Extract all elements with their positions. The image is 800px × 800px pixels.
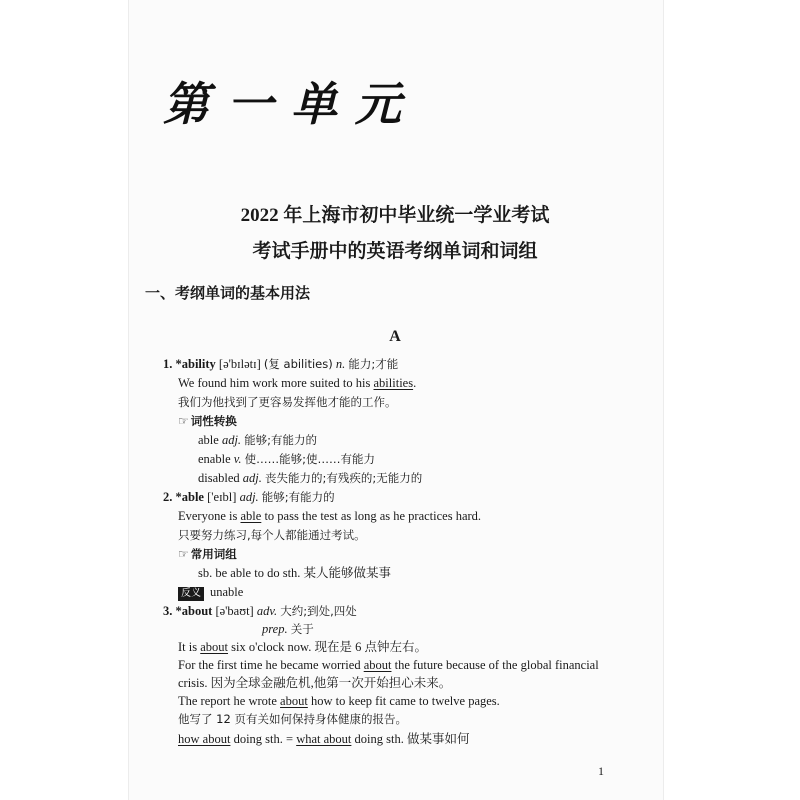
entry-number: 2. <box>163 490 173 504</box>
headword: *ability <box>175 357 216 371</box>
exam-title-line-2: 考试手册中的英语考纲单词和词组 <box>252 241 538 262</box>
part-of-speech: n. <box>335 357 346 371</box>
derivation-row: enable v. 使……能够;使……有能力 <box>198 452 375 466</box>
part-of-speech: adv. <box>256 604 278 618</box>
exam-title-line-1: 2022 年上海市初中毕业统一学业考试 <box>240 205 550 226</box>
antonym-badge: 反义 <box>178 587 204 601</box>
key-word: about <box>280 694 308 708</box>
example-translation: 他写了 12 页有关如何保持身体健康的报告。 <box>178 712 407 726</box>
entry-2-header <box>163 489 335 505</box>
meaning: 能力;才能 <box>348 357 399 371</box>
example-translation: 我们为他找到了更容易发挥他才能的工作。 <box>178 395 397 409</box>
key-word: about <box>200 640 229 654</box>
example-sentence: The report he wrote about how to keep fit came to twelve pages. <box>178 694 500 708</box>
key-word: able <box>240 509 262 523</box>
example-translation: 只要努力练习,每个人都能通过考试。 <box>178 528 366 542</box>
phrase-row: how about doing sth. = what about doing sth. 做某事如何 <box>178 732 470 746</box>
antonym-row <box>178 584 243 601</box>
derivation-row: disabled adj. 丧失能力的;有残疾的;无能力的 <box>198 471 423 485</box>
key-word: about <box>363 658 392 672</box>
secondary-meaning: prep. 关于 <box>262 622 314 636</box>
entry-1-header <box>163 356 398 372</box>
example-sentence: We found him work more suited to his abilities. <box>178 376 417 390</box>
pointing-hand-icon: ☞ <box>178 547 189 561</box>
phonetic: ['eɪbl] <box>207 490 237 504</box>
part-of-speech: adj. <box>239 490 259 504</box>
unit-title: 第一单元 <box>163 77 419 131</box>
example-sentence: For the first time he became worried about the future because of the global financial <box>178 658 599 672</box>
letter-heading: A <box>389 328 401 345</box>
plural-note: (复 abilities) <box>263 357 333 371</box>
pointing-hand-icon: ☞ <box>178 414 189 428</box>
phrase-row: sb. be able to do sth. 某人能够做某事 <box>198 566 392 580</box>
derivation-row: able adj. 能够;有能力的 <box>198 433 318 447</box>
example-sentence: Everyone is able to pass the test as long as he practices hard. <box>178 509 482 523</box>
antonym-word: unable <box>210 585 244 599</box>
key-word: abilities <box>373 376 414 390</box>
example-sentence: crisis. 因为全球金融危机,他第一次开始担心未来。 <box>178 676 452 690</box>
entry-number: 1. <box>163 357 173 371</box>
key-phrase: what about <box>296 732 352 746</box>
phonetic: [ə'bɪlətɪ] <box>218 357 261 371</box>
entry-number: 3. <box>163 604 173 618</box>
headword: *able <box>175 490 204 504</box>
headword: *about <box>175 604 213 618</box>
entry-3-header <box>163 603 357 619</box>
section-heading: 一、考纲单词的基本用法 <box>145 284 311 302</box>
example-sentence: It is about six o'clock now. 现在是 6 点钟左右。 <box>178 640 428 654</box>
sub-heading: ☞ 常用词组 <box>178 547 237 561</box>
meaning: 大约;到处,四处 <box>280 604 357 618</box>
sub-heading: ☞ 词性转换 <box>178 414 237 428</box>
meaning: 能够;有能力的 <box>261 490 335 504</box>
page-number: 1 <box>598 764 604 778</box>
key-phrase: how about <box>178 732 231 746</box>
phonetic: [ə'baʊt] <box>215 604 254 618</box>
